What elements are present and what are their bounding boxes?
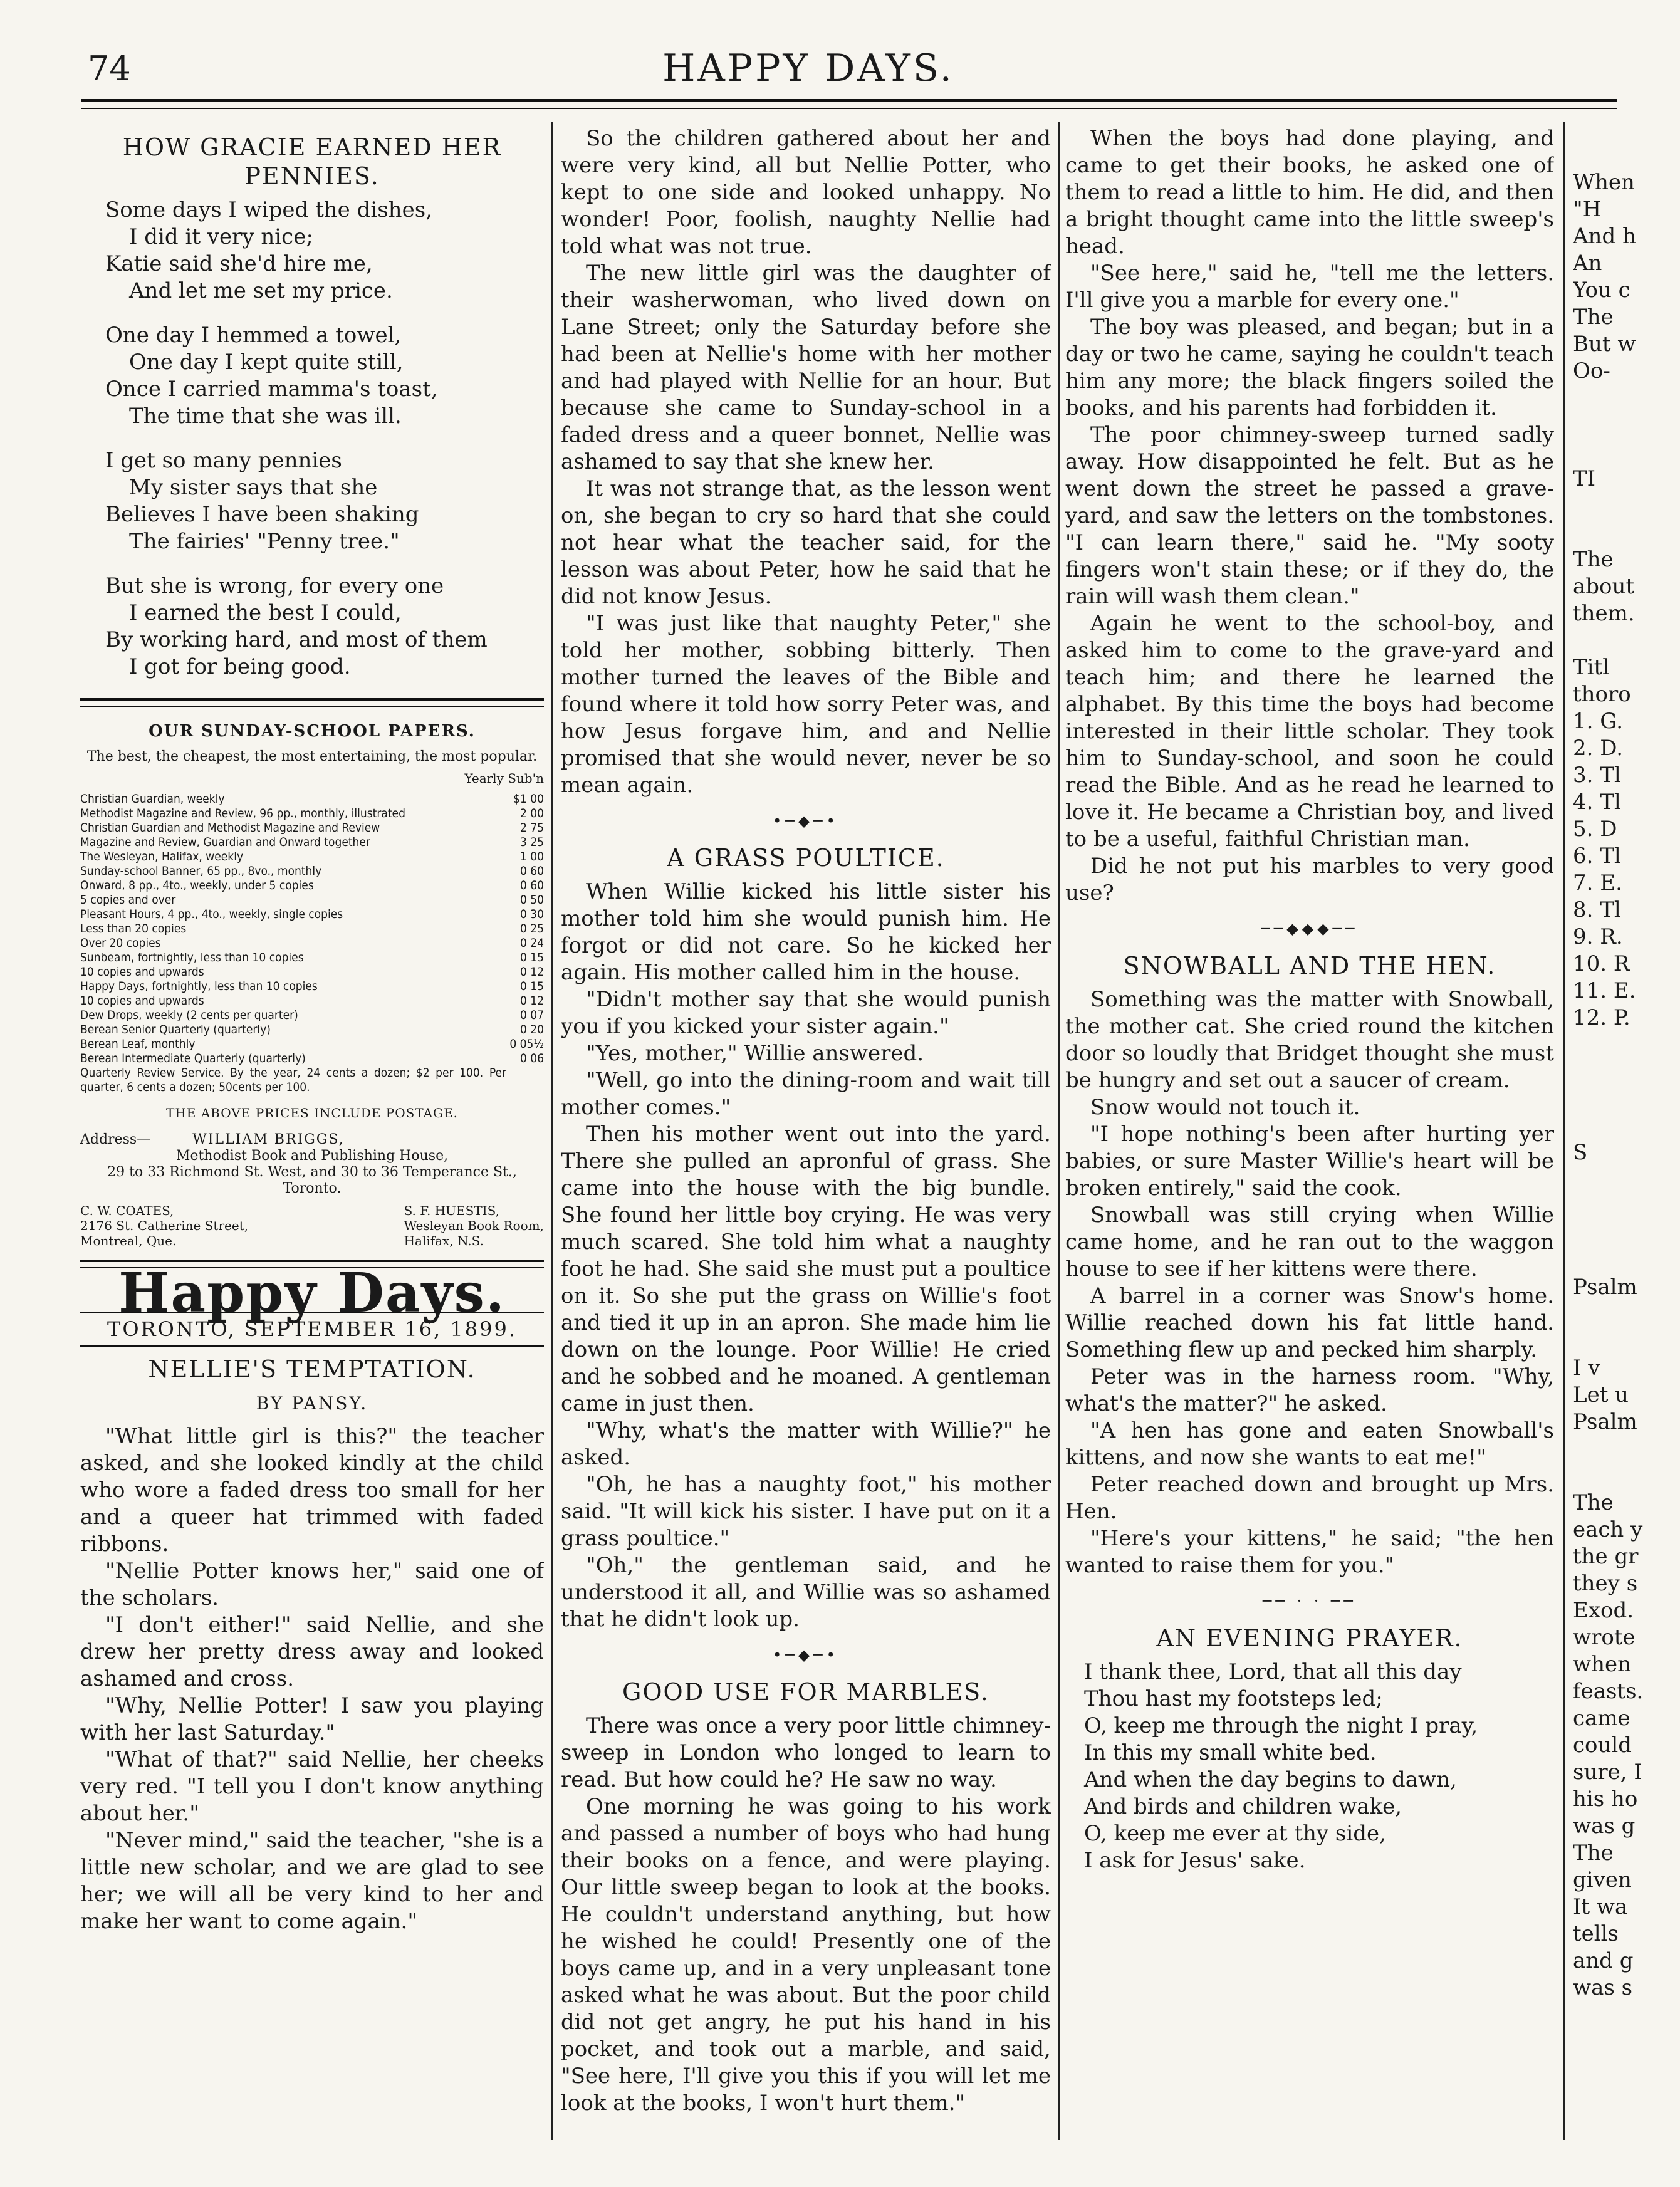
agent-montreal: [80, 1203, 248, 1248]
fragment-line: Oo-: [1573, 358, 1610, 384]
fragment-line: When: [1573, 170, 1635, 195]
paragraph: Then his mother went out into the yard. There she pulled an apronful of grass. She came into the house with the big bundle. She found her little boy crying. He was very much scared. She told him what a naughty foot he had. She said she must put a poultice on it. So she put the grass on Willie's foot and tied it up in an apron. She made him lie down on the lounge. Poor Willie! He cried and he sobbed and he moaned. A gentleman came in just then.: [561, 1122, 1051, 1416]
address-line: Toronto.: [283, 1181, 342, 1196]
poem-body: [1084, 1659, 1554, 1874]
column-2: [561, 125, 1051, 2143]
poem-line: Thou hast my footsteps led;: [1084, 1686, 1383, 1711]
price-row: [80, 1023, 544, 1037]
fragment-line: I v: [1573, 1355, 1600, 1381]
fragment-line: An: [1573, 251, 1602, 276]
price-row: [80, 850, 544, 864]
ornament-divider: •─◆─•: [773, 812, 839, 830]
paragraph: Again he went to the school-boy, and asked him to come to the grave-yard and teach him; and there he learned the alphabet. By this time the boys had become interested in their little scholar. They took him to Sunday-school, and soon he could read the Bible. And as he read he learned to love it. He became a Christian boy, and lived to be a useful, faithful Christian man.: [1065, 611, 1554, 852]
paragraph: The new little girl was the daughter of their washerwoman, who lived down on Lane Street; only the Saturday before she had been at Nellie's home with her mother and had played with Nellie for an hour. But because she came to Sunday-school in a faded dress and a queer bonnet, Nellie was ashamed to say that she knew her.: [561, 261, 1051, 474]
price-row: [80, 893, 544, 907]
fragment-line: given: [1573, 1867, 1632, 1892]
paper-price: [506, 1066, 544, 1095]
story-body: [561, 879, 1051, 1633]
paper-price: $1 00: [513, 792, 544, 806]
fragment-line: The: [1573, 305, 1614, 330]
price-row: [80, 1052, 544, 1066]
header-rule-thin: [81, 108, 1617, 109]
fragment-line: them.: [1573, 601, 1635, 626]
fragment-line: TI: [1573, 466, 1596, 491]
fragment-line: could: [1573, 1733, 1632, 1758]
poem-line: In this my small white bed.: [1084, 1740, 1377, 1765]
paper-price: 3 25: [519, 835, 544, 849]
story-body: [561, 1713, 1051, 2117]
poem-title: HOW GRACIE EARNED HER PENNIES.: [122, 133, 502, 190]
poem-line: One day I kept quite still,: [129, 350, 404, 375]
price-row: [80, 994, 544, 1008]
paragraph: Something was the matter with Snowball, the mother cat. She cried round the kitchen door so loudly that Bridget thought she must be hungry and set out a saucer of cream.: [1065, 987, 1554, 1093]
poem-stanza: [105, 322, 544, 430]
paper-name: Quarterly Review Service. By the year, 24 cents a dozen; $2 per 100. Per quarter, 6 cents a dozen; 50cents per 100.: [80, 1066, 506, 1094]
fragment-line: was g: [1573, 1814, 1636, 1839]
story-body-continued: [1065, 125, 1554, 907]
fragment-line: came: [1573, 1706, 1630, 1731]
fragment-line: and g: [1573, 1948, 1634, 1973]
fragment-line: 5. D: [1573, 817, 1617, 842]
paper-price: 0 50: [519, 893, 544, 907]
fragment-line: The: [1573, 1490, 1614, 1515]
fragment-line: wrote: [1573, 1625, 1636, 1650]
poem-line: My sister says that she: [129, 475, 378, 500]
column-rule: [551, 122, 553, 2140]
paper-name: Berean Intermediate Quarterly (quarterly): [80, 1052, 306, 1065]
paragraph: "Why, what's the matter with Willie?" he asked.: [561, 1418, 1051, 1470]
fragment-line: The: [1573, 1840, 1614, 1866]
paper-price: 0 15: [519, 951, 544, 964]
poem-line: I get so many pennies: [105, 448, 342, 473]
fragment-line: 1. G.: [1573, 709, 1624, 734]
paper-price: 0 25: [519, 922, 544, 936]
fragment-line: when: [1573, 1652, 1632, 1677]
poem-line: The time that she was ill.: [129, 404, 402, 429]
paragraph: "Didn't mother say that she would punish you if you kicked your sister again.": [561, 987, 1051, 1039]
paragraph: A barrel in a corner was Snow's home. Willie reached down his fat little hand. Something flew up and pecked him sharply.: [1065, 1283, 1554, 1362]
nellie-story: [80, 1355, 544, 1935]
poultice-story: [561, 843, 1051, 1633]
fragment-line: And h: [1573, 224, 1636, 249]
price-row: [80, 936, 544, 951]
marbles-story: [561, 1678, 1051, 2117]
fragment-line: sure, I: [1573, 1760, 1642, 1785]
fragment-line: they s: [1573, 1571, 1638, 1596]
paragraph: One morning he was going to his work and passed a number of boys who had hung their books on a fence, and were playing. Our little sweep began to look at the books. He couldn't understand anything, but how he wished he could! Presently one of the boys came up, and in a very unpleasant tone asked what he was about. But the poor child did not get angry, he put his hand in his pocket, and took out a marble, and said, "See here, I'll give you this if you will let me look at the books, I won't hurt them.": [561, 1794, 1051, 2116]
gracie-poem: [80, 133, 544, 681]
paper-price: 0 12: [519, 994, 544, 1008]
story-byline: BY PANSY.: [256, 1393, 368, 1414]
page-gutter: [1563, 122, 1565, 2140]
paragraph: "What little girl is this?" the teacher asked, and she looked kindly at the child who wore a faded dress too small for her and a queer hat trimmed with faded ribbons.: [80, 1424, 544, 1557]
fragment-line: Exod.: [1573, 1598, 1634, 1623]
poem-line: One day I hemmed a towel,: [105, 323, 402, 348]
fragment-line: It wa: [1573, 1894, 1628, 1919]
paper-name: Methodist Magazine and Review, 96 pp., monthly, illustrated: [80, 806, 405, 820]
paragraph: "Well, go into the dining-room and wait till mother comes.": [561, 1068, 1051, 1120]
poem-line: The fairies' "Penny tree.": [129, 529, 400, 554]
paper-price: 0 60: [519, 879, 544, 892]
poem-line: I earned the best I could,: [129, 600, 402, 625]
poem-line: And when the day begins to dawn,: [1084, 1767, 1457, 1792]
paragraph: Peter reached down and brought up Mrs. Hen.: [1065, 1472, 1554, 1524]
evening-prayer: [1065, 1624, 1554, 1874]
column-rule: [1058, 122, 1060, 2140]
poem-line: O, keep me through the night I pray,: [1084, 1713, 1478, 1738]
price-row: [80, 1066, 544, 1095]
poem-body: [80, 197, 544, 681]
paper-price: 1 00: [519, 850, 544, 864]
paragraph: "Nellie Potter knows her," said one of the scholars.: [80, 1558, 544, 1610]
fragment-line: 12. P.: [1573, 1005, 1630, 1030]
paper-price: 0 07: [519, 1008, 544, 1022]
papers-title: OUR SUNDAY-SCHOOL PAPERS.: [149, 722, 476, 741]
story-title: GOOD USE FOR MARBLES.: [622, 1678, 989, 1706]
paragraph: "Yes, mother," Willie answered.: [586, 1041, 924, 1066]
page-header: [88, 44, 1529, 100]
paper-name: Dew Drops, weekly (2 cents per quarter): [80, 1008, 298, 1022]
price-header: Yearly Sub'n: [464, 771, 544, 786]
paper-name: Christian Guardian, weekly: [80, 792, 225, 806]
paper-price: 2 00: [519, 806, 544, 820]
price-row: [80, 879, 544, 893]
agent-line: S. F. HUESTIS,: [404, 1203, 499, 1218]
fragment-line: Titl: [1573, 655, 1610, 680]
price-row: [80, 922, 544, 936]
story-body-continued: [561, 125, 1051, 799]
paragraph: "What of that?" said Nellie, her cheeks very red. "I tell you I don't know anything about her.": [80, 1747, 544, 1826]
paper-name: The Wesleyan, Halifax, weekly: [80, 850, 244, 864]
poem-line: And birds and children wake,: [1084, 1794, 1402, 1819]
fragment-line: feasts.: [1573, 1679, 1644, 1704]
paper-name: Over 20 copies: [80, 936, 161, 950]
fragment-line: 6. Tl: [1573, 843, 1621, 869]
poem-title: AN EVENING PRAYER.: [1156, 1624, 1463, 1652]
paper-name: Onward, 8 pp., 4to., weekly, under 5 copies: [80, 879, 314, 892]
page-number: 74: [88, 49, 131, 88]
ornament-divider: •─◆─•: [773, 1646, 839, 1664]
masthead: Happy Days.: [118, 1261, 506, 1325]
fragment-line: his ho: [1573, 1787, 1638, 1812]
poem-line: O, keep me ever at thy side,: [1084, 1821, 1386, 1846]
price-row: [80, 907, 544, 922]
paragraph: The poor chimney-sweep turned sadly away. How disappointed he felt. But as he went down the street he passed a grave-yard, and saw the letters on the tombstones. "I can learn there," said he. "My sooty fingers won't stain these; or if they do, the rain will wash them clean.": [1065, 422, 1554, 609]
poem-line: I did it very nice;: [129, 224, 313, 249]
address-line: 29 to 33 Richmond St. West, and 30 to 36 Temperance St.,: [107, 1164, 517, 1180]
price-row: [80, 965, 544, 979]
paper-price: 0 12: [519, 965, 544, 979]
agent-line: Montreal, Que.: [80, 1233, 177, 1248]
story-title: SNOWBALL AND THE HEN.: [1123, 952, 1496, 979]
paragraph: "I don't either!" said Nellie, and she drew her pretty dress away and looked ashamed and cross.: [80, 1612, 544, 1691]
story-body: [1065, 986, 1554, 1579]
postage-note: THE ABOVE PRICES INCLUDE POSTAGE.: [166, 1105, 458, 1120]
fragment-line: 4. Tl: [1573, 790, 1621, 815]
dateline: TORONTO, SEPTEMBER 16, 1899.: [80, 1312, 544, 1347]
poem-line: Believes I have been shaking: [105, 502, 419, 527]
agent-line: 2176 St. Catherine Street,: [80, 1218, 249, 1233]
paragraph: "A hen has gone and eaten Snowball's kittens, and now she wants to eat me!": [1065, 1418, 1554, 1470]
paper-price: 0 20: [519, 1023, 544, 1036]
paper-name: 5 copies and over: [80, 893, 176, 907]
price-row: [80, 864, 544, 879]
price-row: [80, 835, 544, 850]
paper-price: 0 15: [519, 979, 544, 993]
poem-stanza: [105, 447, 544, 555]
publisher-lines: [80, 1148, 544, 1197]
fragment-line: the gr: [1573, 1544, 1639, 1569]
paper-name: Pleasant Hours, 4 pp., 4to., weekly, single copies: [80, 907, 343, 921]
agents: [80, 1203, 544, 1248]
fragment-line: 11. E.: [1573, 978, 1636, 1003]
paragraph: "Oh, he has a naughty foot," his mother said. "It will kick his sister. I have put on it a grass poultice.": [561, 1472, 1051, 1551]
double-rule: [80, 698, 544, 707]
paper-name: Happy Days, fortnightly, less than 10 copies: [80, 979, 318, 993]
paper-name: Christian Guardian and Methodist Magazine and Review: [80, 821, 380, 835]
fragment-line: You c: [1573, 278, 1630, 303]
paper-name: Berean Senior Quarterly (quarterly): [80, 1023, 271, 1036]
price-row: [80, 792, 544, 806]
paper-name: 10 copies and upwards: [80, 994, 204, 1008]
paper-name: Less than 20 copies: [80, 922, 187, 936]
sunday-school-papers: [80, 718, 544, 1248]
price-row: [80, 1008, 544, 1023]
paragraph: Peter was in the harness room. "Why, what's the matter?" he asked.: [1065, 1364, 1554, 1416]
paragraph: Snowball was still crying when Willie came home, and he ran out to the waggon house to see if her kittens were there.: [1065, 1203, 1554, 1281]
paragraph: "I hope nothing's been after hurting yer babies, or sure Master Willie's heart will be broken entirely," said the cook.: [1065, 1122, 1554, 1201]
poem-line: Some days I wiped the dishes,: [105, 197, 432, 222]
fragment-line: about: [1573, 574, 1635, 599]
fragment-line: But w: [1573, 331, 1636, 357]
fragment-line: 2. D.: [1573, 736, 1624, 761]
column-3: [1065, 125, 1554, 2143]
ornament-divider: ──◆◆◆──: [1261, 920, 1359, 937]
paragraph: Snow would not touch it.: [1090, 1095, 1360, 1120]
paper-price: 0 06: [519, 1052, 544, 1065]
header-rule: [81, 99, 1617, 102]
fragment-line: The: [1573, 547, 1614, 572]
publisher-address: [80, 1132, 544, 1197]
agent-line: Wesleyan Book Room,: [404, 1218, 544, 1233]
paragraph: "Why, Nellie Potter! I saw you playing with her last Saturday.": [80, 1693, 544, 1745]
snowball-story: [1065, 951, 1554, 1579]
agent-line: Halifax, N.S.: [404, 1233, 484, 1248]
price-row: [80, 979, 544, 994]
fragment-line: tells: [1573, 1921, 1619, 1946]
paper-price: 0 05½: [509, 1037, 544, 1051]
fragment-line: was s: [1573, 1975, 1633, 2000]
paragraph: It was not strange that, as the lesson went on, she began to cry so hard that she could not hear what the teacher said, for the lesson was about Peter, how he said that he did not know Jesus.: [561, 476, 1051, 609]
story-title: A GRASS POULTICE.: [667, 844, 945, 872]
publisher-name: WILLIAM BRIGGS,: [192, 1132, 345, 1147]
fragment-line: "H: [1573, 197, 1602, 222]
fragment-line: 7. E.: [1573, 870, 1622, 895]
paragraph: Did he not put his marbles to very good use?: [1065, 853, 1554, 906]
fragment-line: 8. Tl: [1573, 897, 1621, 922]
poem-line: Katie said she'd hire me,: [105, 251, 373, 276]
fragment-line: Let u: [1573, 1382, 1629, 1407]
papers-intro: The best, the cheapest, the most entertaining, the most popular.: [86, 749, 538, 765]
paragraph: "Never mind," said the teacher, "she is a little new scholar, and we are glad to see her; we will all be very kind to her and make her want to come again.": [80, 1828, 544, 1934]
poem-line: I ask for Jesus' sake.: [1084, 1848, 1306, 1873]
paper-price: 0 30: [519, 907, 544, 921]
running-title: HAPPY DAYS.: [662, 46, 954, 90]
price-table: [80, 792, 544, 1095]
fragment-line: 3. Tl: [1573, 763, 1621, 788]
fragment-line: Psalm: [1573, 1275, 1637, 1300]
next-page-fragments: [1573, 125, 1680, 2143]
paragraph: "I was just like that naughty Peter," she told her mother, sobbing bitterly. Then mother turned the leaves of the Bible and found where it told how sorry Peter was, and how Jesus forgave him, and and Nellie promised that she would never, never be so mean again.: [561, 611, 1051, 798]
poem-line: By working hard, and most of them: [105, 627, 488, 652]
paper-name: Sunday-school Banner, 65 pp., 8vo., monthly: [80, 864, 322, 878]
poem-stanza: [105, 197, 544, 305]
paragraph: "Oh," the gentleman said, and he understood it all, and Willie was so ashamed that he didn't look up.: [561, 1553, 1051, 1632]
fragment-line: each y: [1573, 1517, 1643, 1542]
fragment-line: 9. R.: [1573, 924, 1623, 949]
column-1: [80, 125, 544, 2143]
price-row: [80, 821, 544, 835]
address-label: Address—: [80, 1132, 151, 1147]
paper-name: Sunbeam, fortnightly, less than 10 copies: [80, 951, 304, 964]
fragment-line: thoro: [1573, 682, 1631, 707]
paper-price: 0 60: [519, 864, 544, 878]
price-row: [80, 951, 544, 965]
poem-line: And let me set my price.: [129, 278, 393, 303]
ornament-divider: ── · · ──: [1263, 1592, 1357, 1610]
poem-stanza: [105, 573, 544, 681]
paper-price: 2 75: [519, 821, 544, 835]
paragraph: When Willie kicked his little sister his mother told him she would punish him. He forgot or did not care. So he kicked her again. His mother called him in the house.: [561, 879, 1051, 985]
address-line: Methodist Book and Publishing House,: [175, 1148, 449, 1164]
poem-line: I thank thee, Lord, that all this day: [1084, 1659, 1462, 1684]
poem-line: But she is wrong, for every one: [105, 573, 444, 598]
poem-line: I got for being good.: [129, 654, 351, 679]
paragraph: So the children gathered about her and were very kind, all but Nellie Potter, who kept to one side and looked unhappy. No wonder! Poor, foolish, naughty Nellie had told what was not true.: [561, 126, 1051, 259]
story-body: [80, 1423, 544, 1935]
paper-price: 0 24: [519, 936, 544, 950]
paragraph: When the boys had done playing, and came to get their books, he asked one of them to read a little to him. He did, and then a bright thought came into the little sweep's head.: [1065, 126, 1554, 259]
price-row: [80, 806, 544, 821]
agent-line: C. W. COATES,: [80, 1203, 174, 1218]
paragraph: There was once a very poor little chimney-sweep in London who longed to learn to read. But how could he? He saw no way.: [561, 1713, 1051, 1792]
price-row: [80, 1037, 544, 1052]
paragraph: "Here's your kittens," he said; "the hen wanted to raise them for you.": [1065, 1526, 1554, 1578]
story-title: NELLIE'S TEMPTATION.: [148, 1355, 476, 1383]
agent-halifax: [404, 1203, 544, 1248]
fragment-line: S: [1573, 1140, 1588, 1165]
paper-name: Magazine and Review, Guardian and Onward together: [80, 835, 370, 849]
paper-name: Berean Leaf, monthly: [80, 1037, 196, 1051]
paper-name: 10 copies and upwards: [80, 965, 204, 979]
paragraph: The boy was pleased, and began; but in a day or two he came, saying he couldn't teach him any more; the black fingers soiled the books, and his parents had forbidden it.: [1065, 315, 1554, 420]
poem-line: Once I carried mamma's toast,: [105, 377, 438, 402]
fragment-line: 10. R: [1573, 951, 1630, 976]
fragment-line: Psalm: [1573, 1409, 1637, 1434]
paragraph: "See here," said he, "tell me the letters. I'll give you a marble for every one.": [1065, 261, 1554, 313]
